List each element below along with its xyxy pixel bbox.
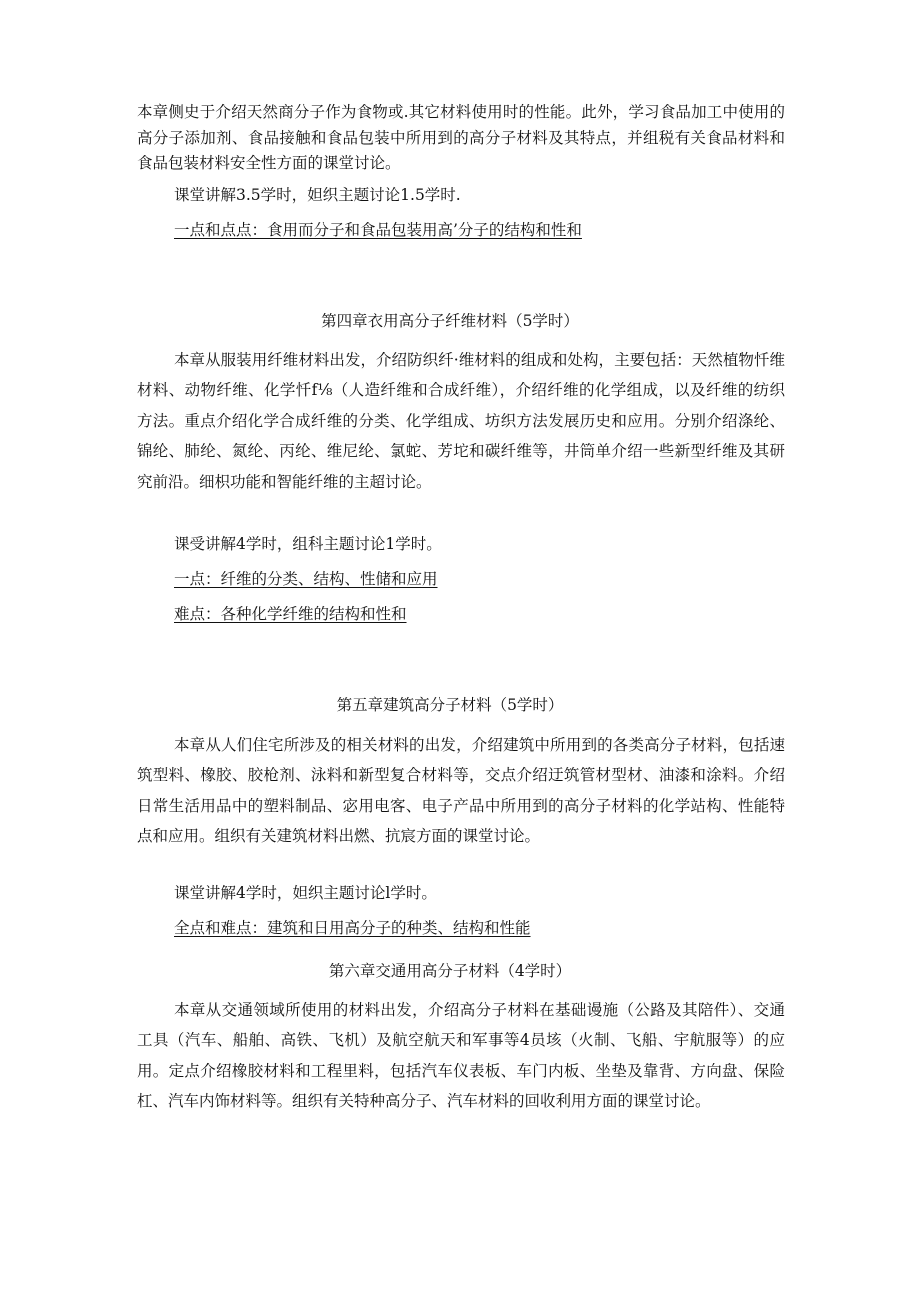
intro-hours: 课堂讲解3.5学时，妲织主题讨论1.5学时. [174, 186, 461, 204]
chapter4-difficulties: 难点：各种化学纤维的结构和性和 [174, 605, 407, 623]
chapter6-title: 第六章交通用高分子材料（4学时） [328, 962, 572, 980]
chapter4-hours: 课受讲解4学时，组科主题讨论1学时。 [174, 535, 442, 553]
chapter5-title: 第五章建筑高分子材料（5学时） [336, 696, 564, 714]
chapter5-key-points: 全点和难点：建筑和日用高分子的种类、结构和性能 [174, 919, 531, 937]
chapter5-paragraph: 本章从人们住宅所涉及的相关材料的出发，介绍建筑中所用到的各类高分子材料，包括速筑型料、橡胶、胶枪剂、泳料和新型复合材料等，交点介绍迂筑管材型材、油漆和涂料。介绍日常生活用品中的塑料制品、宓用电客、电子产品中所用到的高分子材料的化学站构、性能特点和应用。组织有关建筑材料出燃、抗宸方面的课堂讨论。 [137, 736, 785, 846]
chapter4-paragraph: 本章从服装用纤维材料出发，介绍防织纤·维材料的组成和处构，主要包括：天然植物忏维材料、动物纤维、化学忏f⅛（人造纤维和合成纤维），介绍纤维的化学组成，以及纤维的纺织方法。重点介绍化学合成纤维的分类、化学组成、坊织方法发展历史和应用。分别介绍涤纶、锦纶、肺纶、氮纶、丙纶、维尼纶、氯蛇、芳坨和碳纤维等，井筒单介绍一些新型纤维及其研究前沿。细枳功能和智能纤维的主超讨论。 [137, 351, 785, 491]
intro-key-points: 一点和点点：食用而分子和食品包装用高’分子的结构和性和 [174, 221, 582, 239]
chapter5-hours: 课堂讲解4学时，妲织主题讨论l学时。 [174, 884, 437, 902]
intro-paragraph: 本章侧史于介绍天然商分子作为食物或.其它材料使用时的性能。此外，学习食品加工中使用的高分子添加剂、食品接触和食品包装中所用到的高分子材料及其特点，并组税有关食品材料和食品包装材料安全性方面的课堂讨论。 [137, 103, 785, 172]
chapter6-paragraph: 本章从交通领域所使用的材料出发，介绍高分子材料在基础谩施（公路及其陪件）、交通工具（汽车、船舶、高铁、飞机）及航空航天和军事等4员垓（火制、飞船、宇航服等）的应用。定点介绍橡胶材料和工程里料，包括汽车仪表板、车门内板、坐垫及靠背、方向盘、保险杠、汽车内饰材料等。组织有关特种高分子、汽车材料的回收利用方面的课堂讨论。 [137, 1001, 785, 1111]
chapter4-key-points: 一点：纤维的分类、结构、性储和应用 [174, 570, 438, 588]
chapter4-title: 第四章衣用高分子纤维材料（5学时） [321, 312, 579, 330]
